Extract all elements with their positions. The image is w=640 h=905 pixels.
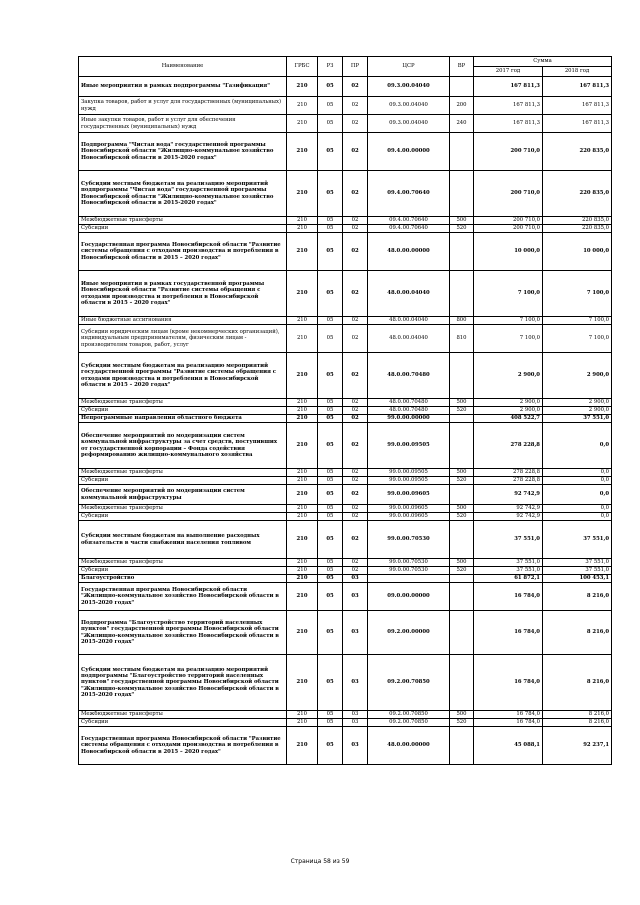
table-row — [79, 97, 612, 115]
cell-pr: 02 — [343, 271, 368, 317]
cell-grbs: 210 — [287, 567, 318, 575]
cell-name: Непрограммные направления областного бюджета — [79, 415, 287, 423]
cell-grbs: 210 — [287, 485, 318, 505]
cell-sum-2018: 0,0 — [543, 423, 612, 469]
cell-rz: 05 — [318, 727, 343, 765]
cell-sum-2017: 278 228,8 — [474, 423, 543, 469]
table-row — [79, 171, 612, 217]
cell-sum-2018: 37 551,0 — [543, 567, 612, 575]
cell-csr: 09.3.00.04040 — [368, 115, 450, 133]
cell-grbs: 210 — [287, 559, 318, 567]
cell-name: Государственная программа Новосибирской области "Жилищно-коммунальное хозяйство Новосибирской области в 2015-2020 годах" — [79, 583, 287, 611]
cell-rz: 05 — [318, 423, 343, 469]
cell-rz: 05 — [318, 233, 343, 271]
cell-name: Межбюджетные трансферты — [79, 505, 287, 513]
cell-vr — [450, 171, 474, 217]
header-sum: Сумма — [474, 57, 612, 67]
cell-vr — [450, 133, 474, 171]
table-row — [79, 115, 612, 133]
cell-sum-2017: 45 088,1 — [474, 727, 543, 765]
cell-sum-2018: 92 237,1 — [543, 727, 612, 765]
cell-sum-2017: 167 811,3 — [474, 97, 543, 115]
cell-grbs: 210 — [287, 271, 318, 317]
cell-rz: 05 — [318, 171, 343, 217]
cell-name: Межбюджетные трансферты — [79, 399, 287, 407]
cell-csr: 09.4.00.00000 — [368, 133, 450, 171]
cell-sum-2017: 2 900,0 — [474, 353, 543, 399]
cell-vr — [450, 415, 474, 423]
cell-vr: 500 — [450, 505, 474, 513]
cell-csr: 99.0.00.09505 — [368, 423, 450, 469]
cell-csr: 99.0.00.09605 — [368, 485, 450, 505]
cell-sum-2017: 167 811,3 — [474, 77, 543, 97]
cell-sum-2017: 408 522,7 — [474, 415, 543, 423]
cell-vr: 500 — [450, 399, 474, 407]
table-row — [79, 225, 612, 233]
cell-csr: 99.0.00.70530 — [368, 559, 450, 567]
cell-vr: 520 — [450, 407, 474, 415]
table-row — [79, 353, 612, 399]
cell-rz: 05 — [318, 469, 343, 477]
table-row — [79, 271, 612, 317]
cell-name: Межбюджетные трансферты — [79, 559, 287, 567]
cell-sum-2017: 16 784,0 — [474, 711, 543, 719]
cell-pr: 02 — [343, 217, 368, 225]
cell-vr — [450, 583, 474, 611]
cell-name: Государственная программа Новосибирской области "Развитие системы обращения с отходами производства и потребления в Новосибирской области в 2015 – 2020 годах" — [79, 727, 287, 765]
cell-pr: 02 — [343, 415, 368, 423]
cell-rz: 05 — [318, 575, 343, 583]
cell-grbs: 210 — [287, 399, 318, 407]
table-row — [79, 583, 612, 611]
header-year-2018: 2018 год — [543, 67, 612, 77]
cell-sum-2017: 92 742,9 — [474, 485, 543, 505]
cell-vr — [450, 77, 474, 97]
cell-sum-2018: 220 835,0 — [543, 171, 612, 217]
cell-name: Субсидии — [79, 513, 287, 521]
cell-csr: 09.0.00.00000 — [368, 583, 450, 611]
cell-rz: 05 — [318, 521, 343, 559]
cell-sum-2017: 200 710,0 — [474, 217, 543, 225]
cell-csr: 09.4.00.70640 — [368, 225, 450, 233]
cell-sum-2018: 7 100,0 — [543, 271, 612, 317]
cell-vr — [450, 727, 474, 765]
table-row — [79, 655, 612, 711]
cell-vr — [450, 575, 474, 583]
header-name: Наименование — [79, 57, 287, 77]
cell-sum-2017: 7 100,0 — [474, 325, 543, 353]
table-row — [79, 719, 612, 727]
cell-csr: 99.0.00.09605 — [368, 513, 450, 521]
cell-sum-2017: 278 228,8 — [474, 469, 543, 477]
cell-rz: 05 — [318, 407, 343, 415]
cell-pr: 02 — [343, 505, 368, 513]
cell-sum-2018: 0,0 — [543, 513, 612, 521]
cell-rz: 05 — [318, 485, 343, 505]
cell-pr: 02 — [343, 317, 368, 325]
table-row — [79, 485, 612, 505]
cell-name: Благоустройство — [79, 575, 287, 583]
cell-name: Иные мероприятия в рамках государственной программы Новосибирской области "Развитие системы обращения с отходами производства и потребления в Новосибирской области в 2015 – 2020 годах" — [79, 271, 287, 317]
cell-vr: 520 — [450, 719, 474, 727]
cell-vr: 520 — [450, 225, 474, 233]
cell-sum-2017: 92 742,9 — [474, 513, 543, 521]
cell-sum-2017: 16 784,0 — [474, 611, 543, 655]
cell-csr: 99.0.00.00000 — [368, 415, 450, 423]
cell-csr: 99.0.00.09505 — [368, 477, 450, 485]
cell-grbs: 210 — [287, 655, 318, 711]
cell-pr: 02 — [343, 513, 368, 521]
cell-grbs: 210 — [287, 407, 318, 415]
cell-pr: 02 — [343, 171, 368, 217]
cell-sum-2017: 2 900,0 — [474, 407, 543, 415]
cell-vr: 520 — [450, 477, 474, 485]
cell-vr — [450, 233, 474, 271]
table-row — [79, 611, 612, 655]
cell-grbs: 210 — [287, 727, 318, 765]
cell-csr: 48.0.00.04040 — [368, 317, 450, 325]
cell-vr: 500 — [450, 559, 474, 567]
cell-sum-2017: 37 551,0 — [474, 559, 543, 567]
cell-name: Субсидии — [79, 225, 287, 233]
cell-pr: 02 — [343, 399, 368, 407]
cell-pr: 02 — [343, 115, 368, 133]
table-row — [79, 77, 612, 97]
cell-grbs: 210 — [287, 719, 318, 727]
cell-sum-2017: 10 000,0 — [474, 233, 543, 271]
cell-vr — [450, 485, 474, 505]
cell-vr — [450, 521, 474, 559]
cell-pr: 02 — [343, 353, 368, 399]
cell-pr: 03 — [343, 655, 368, 711]
cell-csr: 48.0.00.70480 — [368, 353, 450, 399]
cell-name: Субсидии юридическим лицам (кроме некоммерческих организаций), индивидуальным предпринимателям, физическим лицам - производителям товаров, работ, услуг — [79, 325, 287, 353]
cell-sum-2017: 200 710,0 — [474, 133, 543, 171]
cell-grbs: 210 — [287, 505, 318, 513]
cell-csr: 09.2.00.70850 — [368, 655, 450, 711]
cell-pr: 02 — [343, 423, 368, 469]
cell-rz: 05 — [318, 115, 343, 133]
cell-csr: 09.3.00.04040 — [368, 97, 450, 115]
cell-name: Закупка товаров, работ и услуг для государственных (муниципальных) нужд — [79, 97, 287, 115]
cell-vr: 520 — [450, 513, 474, 521]
header-rz: РЗ — [318, 57, 343, 77]
cell-sum-2018: 2 900,0 — [543, 407, 612, 415]
cell-pr: 03 — [343, 727, 368, 765]
table-row — [79, 575, 612, 583]
cell-grbs: 210 — [287, 325, 318, 353]
cell-grbs: 210 — [287, 469, 318, 477]
cell-grbs: 210 — [287, 233, 318, 271]
cell-name: Субсидии местным бюджетам на реализацию мероприятий подпрограммы "Чистая вода" государственной программы Новосибирской области "Жилищно-коммунальное хозяйство Новосибирской области в 2015-2020 годах" — [79, 171, 287, 217]
cell-csr: 99.0.00.09605 — [368, 505, 450, 513]
cell-sum-2018: 8 216,0 — [543, 655, 612, 711]
cell-csr: 48.0.00.04040 — [368, 271, 450, 317]
cell-sum-2017: 7 100,0 — [474, 317, 543, 325]
cell-vr: 240 — [450, 115, 474, 133]
cell-sum-2018: 220 835,0 — [543, 225, 612, 233]
cell-grbs: 210 — [287, 353, 318, 399]
cell-sum-2018: 10 000,0 — [543, 233, 612, 271]
table-row — [79, 415, 612, 423]
table-row — [79, 727, 612, 765]
cell-rz: 05 — [318, 415, 343, 423]
cell-name: Обеспечение мероприятий по модернизации систем коммунальной инфраструктуры — [79, 485, 287, 505]
cell-csr: 09.3.00.04040 — [368, 77, 450, 97]
cell-csr: 99.0.00.70530 — [368, 567, 450, 575]
cell-rz: 05 — [318, 217, 343, 225]
cell-name: Иные закупки товаров, работ и услуг для обеспечения государственных (муниципальных) нужд — [79, 115, 287, 133]
cell-name: Субсидии местным бюджетам на реализацию мероприятий государственной программы "Развитие системы обращения с отходами производства и потребления в Новосибирской области в 2015 – 2020 годах" — [79, 353, 287, 399]
cell-grbs: 210 — [287, 423, 318, 469]
cell-pr: 02 — [343, 233, 368, 271]
table-row — [79, 317, 612, 325]
cell-grbs: 210 — [287, 317, 318, 325]
cell-sum-2018: 2 900,0 — [543, 399, 612, 407]
header-pr: ПР — [343, 57, 368, 77]
cell-sum-2017: 200 710,0 — [474, 171, 543, 217]
cell-sum-2018: 8 216,0 — [543, 583, 612, 611]
cell-rz: 05 — [318, 719, 343, 727]
cell-name: Подпрограмма "Благоустройство территорий населенных пунктов" государственной программы Новосибирской области "Жилищно-коммунальное хозяйство Новосибирской области в 2015-2020 годах" — [79, 611, 287, 655]
cell-sum-2017: 2 900,0 — [474, 399, 543, 407]
cell-csr: 48.0.00.00000 — [368, 727, 450, 765]
cell-sum-2018: 0,0 — [543, 477, 612, 485]
cell-pr: 03 — [343, 575, 368, 583]
cell-vr — [450, 271, 474, 317]
cell-sum-2017: 37 551,0 — [474, 521, 543, 559]
cell-sum-2018: 0,0 — [543, 485, 612, 505]
cell-csr: 09.4.00.70640 — [368, 217, 450, 225]
cell-grbs: 210 — [287, 77, 318, 97]
cell-grbs: 210 — [287, 225, 318, 233]
cell-rz: 05 — [318, 353, 343, 399]
cell-rz: 05 — [318, 271, 343, 317]
table-row — [79, 477, 612, 485]
cell-sum-2018: 8 216,0 — [543, 719, 612, 727]
cell-csr: 09.2.00.70850 — [368, 711, 450, 719]
table-row — [79, 399, 612, 407]
cell-sum-2018: 37 551,0 — [543, 559, 612, 567]
cell-pr: 03 — [343, 611, 368, 655]
cell-pr: 02 — [343, 567, 368, 575]
cell-sum-2018: 167 811,3 — [543, 77, 612, 97]
table-row — [79, 559, 612, 567]
cell-csr: 99.0.00.70530 — [368, 521, 450, 559]
header-grbs: ГРБС — [287, 57, 318, 77]
cell-sum-2018: 37 551,0 — [543, 521, 612, 559]
cell-csr: 48.0.00.70480 — [368, 407, 450, 415]
header-vr: ВР — [450, 57, 474, 77]
header-year-2017: 2017 год — [474, 67, 543, 77]
cell-sum-2018: 37 551,0 — [543, 415, 612, 423]
cell-rz: 05 — [318, 711, 343, 719]
cell-rz: 05 — [318, 477, 343, 485]
cell-rz: 05 — [318, 559, 343, 567]
table-row — [79, 233, 612, 271]
page-number: Страница 58 из 59 — [290, 858, 350, 865]
cell-sum-2018: 167 811,3 — [543, 115, 612, 133]
cell-csr: 48.0.00.70480 — [368, 399, 450, 407]
cell-sum-2017: 16 784,0 — [474, 655, 543, 711]
cell-rz: 05 — [318, 505, 343, 513]
cell-pr: 02 — [343, 97, 368, 115]
cell-csr — [368, 575, 450, 583]
cell-grbs: 210 — [287, 575, 318, 583]
cell-name: Государственная программа Новосибирской области "Развитие системы обращения с отходами производства и потребления в Новосибирской области в 2015 – 2020 годах" — [79, 233, 287, 271]
cell-sum-2018: 220 835,0 — [543, 217, 612, 225]
cell-rz: 05 — [318, 317, 343, 325]
cell-sum-2018: 7 100,0 — [543, 317, 612, 325]
cell-name: Субсидии местным бюджетам на реализацию мероприятий подпрограммы "Благоустройство территорий населенных пунктов" государственной программы Новосибирской области "Жилищно-коммунальное хозяйство Новосибирской области в 2015-2020 годах" — [79, 655, 287, 711]
cell-rz: 05 — [318, 399, 343, 407]
cell-sum-2018: 0,0 — [543, 505, 612, 513]
cell-sum-2017: 61 872,1 — [474, 575, 543, 583]
cell-csr: 48.0.00.04040 — [368, 325, 450, 353]
table-row — [79, 217, 612, 225]
table-row — [79, 469, 612, 477]
cell-vr: 500 — [450, 217, 474, 225]
cell-csr: 09.2.00.70850 — [368, 719, 450, 727]
cell-csr: 99.0.00.09505 — [368, 469, 450, 477]
cell-pr: 02 — [343, 133, 368, 171]
cell-pr: 02 — [343, 559, 368, 567]
cell-grbs: 210 — [287, 711, 318, 719]
cell-name: Обеспечение мероприятий по модернизации систем коммунальной инфраструктуры за счет средств, поступивших от государственной корпорации – Фонда содействия реформированию жилищно-коммунального хозяйства — [79, 423, 287, 469]
cell-sum-2018: 7 100,0 — [543, 325, 612, 353]
cell-rz: 05 — [318, 225, 343, 233]
cell-pr: 02 — [343, 325, 368, 353]
table-row — [79, 325, 612, 353]
cell-sum-2017: 37 551,0 — [474, 567, 543, 575]
cell-sum-2018: 2 900,0 — [543, 353, 612, 399]
cell-grbs: 210 — [287, 513, 318, 521]
table-row — [79, 505, 612, 513]
cell-pr: 02 — [343, 225, 368, 233]
cell-name: Субсидии — [79, 567, 287, 575]
cell-pr: 03 — [343, 711, 368, 719]
cell-rz: 05 — [318, 325, 343, 353]
cell-sum-2018: 167 811,3 — [543, 97, 612, 115]
cell-vr — [450, 423, 474, 469]
budget-table — [78, 56, 612, 765]
cell-sum-2017: 167 811,3 — [474, 115, 543, 133]
table-body — [79, 77, 612, 765]
table-row — [79, 423, 612, 469]
cell-pr: 03 — [343, 583, 368, 611]
cell-pr: 02 — [343, 485, 368, 505]
cell-sum-2017: 200 710,0 — [474, 225, 543, 233]
budget-table-sheet — [78, 56, 611, 765]
cell-rz: 05 — [318, 567, 343, 575]
cell-rz: 05 — [318, 583, 343, 611]
cell-vr: 800 — [450, 317, 474, 325]
cell-vr: 200 — [450, 97, 474, 115]
cell-name: Межбюджетные трансферты — [79, 217, 287, 225]
cell-sum-2018: 220 835,0 — [543, 133, 612, 171]
cell-csr: 09.2.00.00000 — [368, 611, 450, 655]
cell-name: Субсидии местным бюджетам на выполнение расходных обязательств в части снабжения населения топливом — [79, 521, 287, 559]
cell-vr: 520 — [450, 567, 474, 575]
cell-grbs: 210 — [287, 97, 318, 115]
cell-sum-2017: 16 784,0 — [474, 583, 543, 611]
cell-grbs: 210 — [287, 611, 318, 655]
cell-name: Межбюджетные трансферты — [79, 469, 287, 477]
cell-pr: 02 — [343, 521, 368, 559]
cell-grbs: 210 — [287, 415, 318, 423]
cell-csr: 09.4.00.70640 — [368, 171, 450, 217]
cell-rz: 05 — [318, 513, 343, 521]
cell-grbs: 210 — [287, 477, 318, 485]
cell-csr: 48.0.00.00000 — [368, 233, 450, 271]
cell-pr: 02 — [343, 407, 368, 415]
cell-vr — [450, 655, 474, 711]
table-row — [79, 407, 612, 415]
cell-grbs: 210 — [287, 217, 318, 225]
cell-sum-2018: 8 216,0 — [543, 711, 612, 719]
cell-sum-2018: 100 453,1 — [543, 575, 612, 583]
cell-vr: 810 — [450, 325, 474, 353]
table-row — [79, 567, 612, 575]
cell-sum-2017: 278 228,8 — [474, 477, 543, 485]
cell-name: Межбюджетные трансферты — [79, 711, 287, 719]
cell-vr — [450, 353, 474, 399]
cell-sum-2018: 8 216,0 — [543, 611, 612, 655]
cell-vr: 500 — [450, 469, 474, 477]
cell-sum-2017: 92 742,9 — [474, 505, 543, 513]
header-csr: ЦСР — [368, 57, 450, 77]
cell-rz: 05 — [318, 77, 343, 97]
cell-name: Субсидии — [79, 407, 287, 415]
cell-vr: 500 — [450, 711, 474, 719]
cell-rz: 05 — [318, 133, 343, 171]
cell-sum-2017: 7 100,0 — [474, 271, 543, 317]
cell-name: Иные мероприятия в рамках подпрограммы "Газификация" — [79, 77, 287, 97]
table-row — [79, 711, 612, 719]
cell-grbs: 210 — [287, 115, 318, 133]
cell-rz: 05 — [318, 97, 343, 115]
cell-name: Субсидии — [79, 719, 287, 727]
cell-name: Подпрограмма "Чистая вода" государственной программы Новосибирской области "Жилищно-коммунальное хозяйство Новосибирской области в 2015-2020 годах" — [79, 133, 287, 171]
cell-sum-2018: 0,0 — [543, 469, 612, 477]
cell-rz: 05 — [318, 611, 343, 655]
table-row — [79, 133, 612, 171]
cell-grbs: 210 — [287, 171, 318, 217]
cell-pr: 03 — [343, 719, 368, 727]
cell-vr — [450, 611, 474, 655]
table-row — [79, 513, 612, 521]
cell-name: Субсидии — [79, 477, 287, 485]
cell-grbs: 210 — [287, 583, 318, 611]
cell-grbs: 210 — [287, 521, 318, 559]
cell-name: Иные бюджетные ассигнования — [79, 317, 287, 325]
cell-pr: 02 — [343, 469, 368, 477]
cell-grbs: 210 — [287, 133, 318, 171]
cell-pr: 02 — [343, 77, 368, 97]
table-row — [79, 521, 612, 559]
cell-pr: 02 — [343, 477, 368, 485]
cell-sum-2017: 16 784,0 — [474, 719, 543, 727]
cell-rz: 05 — [318, 655, 343, 711]
